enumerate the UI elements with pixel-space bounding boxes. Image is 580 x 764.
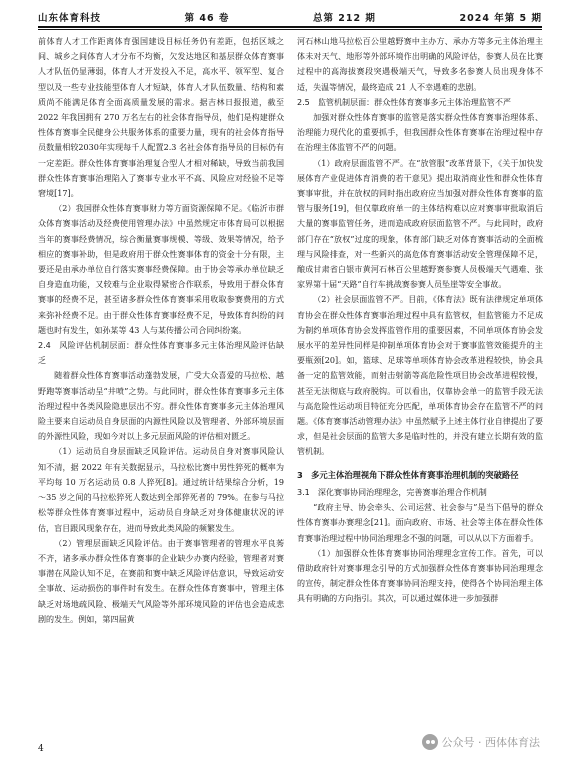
page-number: 4 — [38, 744, 44, 754]
paragraph: （1）运动员自身层面缺乏风险评估。运动员自身对赛事风险认知不清，据 2022 年有关数据显示，马拉松比赛中男性猝死的概率为平均每 10 万名运动员 0.8 人猝死[8]。通过统计结果综合分析，19～35 岁之间的马拉松猝死人数达到全部猝死者的 79%。在参与马拉松等群众性体育赛事过程中，运动员自身缺乏对身体健康状况的评估，盲目跟风现象存在，进而导致此类风险的频繁发生。 — [38, 447, 284, 533]
volume-label: 第 46 卷 — [184, 13, 230, 24]
running-header — [38, 6, 542, 24]
wechat-icon — [422, 734, 438, 750]
paragraph: 河石林山地马拉松百公里越野赛中主办方、承办方等多元主体治理主体未对天气、地形等外部环境作出明确的风险评估，参赛人员在比赛过程中的高海拔赛段突遇极端天气，导致多名参赛人员出现身体不适，失温等情况，最终造成 21 人不幸遇难的悲剧。 — [297, 37, 543, 92]
paragraph: （1）加强群众性体育赛事协同治理理念宣传工作。首先，可以借助政府针对赛事理念引导的方式加强群众性体育赛事协同治理理念的宣传，制定群众性体育赛事协同治理支持，使得各个协同治理主体具有明确的方向指引。其次，可以通过媒体进一步加强群 — [297, 548, 543, 604]
paragraph: 加强对群众性体育赛事的监管是落实群众性体育赛事治理体系、治理能力现代化的重要抓手，但我国群众性体育赛事在治理过程中存在治理主体监管不严的问题。 — [297, 113, 543, 153]
watermark — [422, 734, 541, 750]
journal-name: 山东体育科技 — [38, 13, 102, 24]
left-column — [38, 34, 284, 627]
section-heading: 3 多元主体治理视角下群众性体育赛事治理机制的突破路径 — [297, 469, 519, 480]
year-issue-label: 2024 年第 5 期 — [459, 13, 542, 24]
paragraph: 前体育人才工作距离体育强国建设目标任务仍有差距，包括区域之间、城乡之间体育人才分布不均衡，欠发达地区和基层群众体育赛事人才队伍仍显薄弱，体育人才开发投入不足，高水平、领军型、复合型以及一些专业技能型体育人才短缺，体育人才队伍数量、结构和素质尚不能满足体育全面高质量发展的需求。据吉林日报报道，截至 2022 年我国拥有 270 万名左右的社会体育指导员，他们是构建群众性体育赛事全民健身公共服务体系的重要力量，现有的社会体育指导员数量相较2030年实现每千人配置2.3 名社会体育指导员的目标仍有一定差距。群众性体育赛事治理复合型人才相对稀缺，导致当前我国群众性体育赛事治理陷入了赛事专业水平不高、风险应对经验不足等窘境[17]。 — [38, 37, 284, 199]
header-rule-thick — [38, 26, 542, 28]
right-column — [297, 34, 543, 607]
paragraph: （2）管理层面缺乏风险评估。由于赛事管理者的管理水平良莠不齐，诸多承办群众性体育赛事的企业缺少办赛内经验，管理者对赛事潜在风险认知不足，在赛前和赛中缺乏风险评估意识，导致运动安全事故、运动损伤的事件时有发生。在群众性体育赛事中，管理主体缺乏对场地疏风险、极端天气风险等外部环境风险的评估也会造成悲剧的发生。例如，第四届黄 — [38, 538, 284, 624]
paragraph: （2）我国群众性体育赛事财力等方面资源保障不足。《临沂市群众体育赛事活动及经费使用管理办法》中虽然规定市体育局可以根据当年的赛事经费情况，综合衡量赛事规模、等级、效果等情况，给予相应的赛事补助，但是政府用于群众性赛事体育的资金十分有限，主要还是由承办单位自行落实赛事经费保障。由于协会等承办单位缺乏自身造血功能，又较难与企业取得紧密合作联系，导致用于群众体育赛事的经费不足，甚至诸多群众性体育赛事采用收取参赛费用的方式来弥补经费不足。由于群众性体育赛事经费不足，导致体育纠纷的问题也时有发生，如孙某等 43 人与某传播公司合同纠纷案。 — [38, 204, 284, 335]
paragraph: （2）社会层面监管不严。目前，《体育法》既有法律规定单项体育协会在群众性体育赛事治理过程中具有监管权，但监管能力不足成为制约单项体育协会发挥监管作用的重要因素，不同单项体育协会发展水平的差异性同样是抑制单项体育协会对于赛事监管效能提升的主要瓶颈[20]。如，篮球、足球等单项体育协会改革进程较快，协会具备一定的监管效能，而射击射箭等高危险性项目协会改革进程较慢，甚至无法彻底与政府脱钩。可以看出，仅靠协会单一的监管手段无法与高危险性运动项目特征充分匹配，单项体育协会存在监管不严的问题。《体育赛事活动管理办法》中虽然赋予上述主体行业自律提出了要求，但是社会层面的监管大多是临时性的，并没有建立长期有效的监管机制。 — [297, 295, 543, 457]
watermark-text: 公众号 · 西体体育法 — [441, 736, 540, 749]
header-rule-thin — [38, 29, 542, 30]
paragraph: “政府主导、协会牵头、公司运营、社会参与”是当下倡导的群众性体育赛事办赛理念[21]。面向政府、市场、社会等主体在群众性体育赛事治理过程中协同治理理念不强的问题，可以从以下方面着手。 — [297, 503, 543, 543]
paragraph: 随着群众性体育赛事活动蓬勃发展，广受大众喜爱的马拉松、越野跑等赛事活动呈“井喷”之势。与此同时，群众性体育赛事多元主体治理过程中各类风险隐患层出不穷。群众性体育赛事多元主体治理风险主要来自运动员自身层面的内源性风险以及管理者、外部环境层面的外源性风险，现如今对以上多元层面风险的评估相对匮乏。 — [38, 371, 284, 442]
section-heading: 3.1 深化赛事协同治理理念，完善赛事治理合作机制 — [297, 487, 487, 497]
total-issue-label: 总第 212 期 — [312, 13, 376, 24]
paragraph: （1）政府层面监管不严。在“放管服”改革背景下，《关于加快发展体育产业促进体育消费的若干意见》提出取消商业性和群众性体育赛事审批，并在放权的同时指出政府应当加强对群众性体育赛事的监管与服务[19]，但仅靠政府单一的主体结构难以应对赛事审批取消后大量的赛事监管任务，进而造成政府层面监管不严。与此同时，政府部门存在“放权”过度的现象，体育部门缺乏对体育赛事活动的全面梳理与风险排查，对一些新兴的高危体育赛事活动安全管理保障不足，酿成甘肃省白银市黄河石林百公里越野赛参赛人员极端天气遇难、张家界第十届“天路”自行车挑战赛参赛人员坠崖等安全事故。 — [297, 158, 543, 290]
section-heading: 2.5 监管机制层面：群众性体育赛事多元主体治理监管不严 — [297, 97, 511, 107]
section-heading: 2.4 风险评估机制层面：群众性体育赛事多元主体治理风险评估缺乏 — [38, 341, 284, 366]
